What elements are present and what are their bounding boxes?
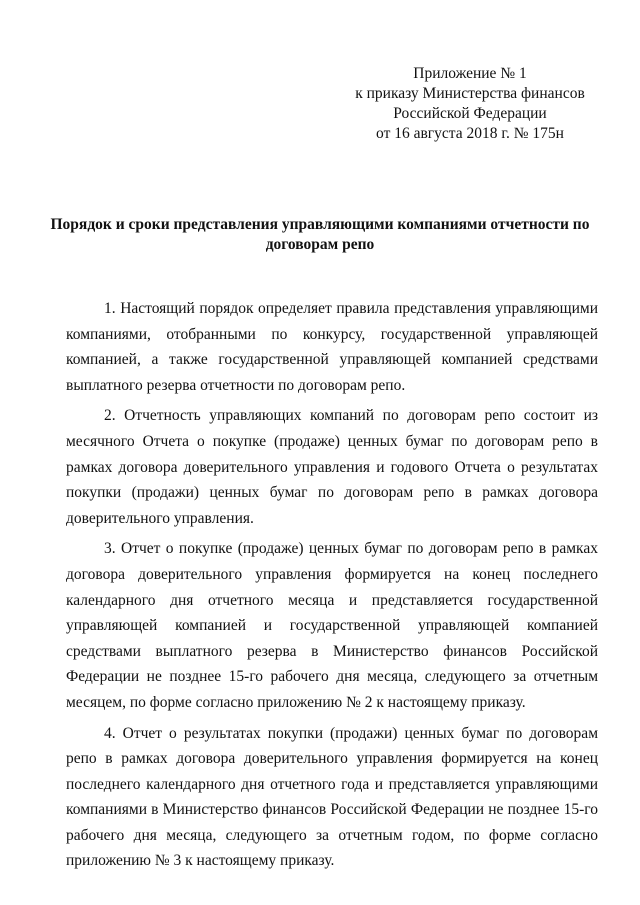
paragraph-4: 4. Отчет о результатах покупки (продажи) ценных бумаг по договорам репо в рамках договора доверительного управления формируется на конец последнего календарного дня отчетного года и представляется управляющими компаниями в Министерство финансов Российской Федерации не позднее 15-го рабочего дня месяца, следующего за отчетным годом, по форме согласно приложению № 3 к настоящему приказу. xyxy=(66,724,598,870)
document-body xyxy=(66,296,598,879)
paragraph-1: 1. Настоящий порядок определяет правила представления управляющими компаниями, отобранными по конкурсу, государственной управляющей компанией, а также государственной управляющей компанией средствами выплатного резерва отчетности по договорам репо. xyxy=(66,300,598,394)
title-line-2: договорам репо xyxy=(265,236,375,253)
document-title xyxy=(50,215,590,255)
paragraph-3: 3. Отчет о покупке (продаже) ценных бумаг по договорам репо в рамках договора доверительного управления формируется на конец последнего календарного дня отчетного месяца и представляется государственной управляющей компанией и государственной управляющей компанией средствами выплатного резерва в Министерство финансов Российской Федерации не позднее 15-го рабочего дня месяца, следующего за отчетным месяцем, по форме согласно приложению № 2 к настоящему приказу. xyxy=(66,540,598,711)
appendix-number: Приложение № 1 xyxy=(413,65,527,82)
paragraph-2: 2. Отчетность управляющих компаний по договорам репо состоит из месячного Отчета о покупке (продаже) ценных бумаг по договорам репо в рамках договора доверительного управления и годового Отчета о результатах покупки (продажи) ценных бумаг по договорам репо в рамках договора доверительного управления. xyxy=(66,407,598,527)
title-line-1: Порядок и сроки представления управляющими компаниями отчетности по xyxy=(50,216,590,233)
appendix-date-line: от 16 августа 2018 г. № 175н xyxy=(376,125,564,142)
appendix-country-line: Российской Федерации xyxy=(393,105,547,122)
appendix-header xyxy=(350,64,590,144)
appendix-order-line: к приказу Министерства финансов xyxy=(355,85,585,102)
